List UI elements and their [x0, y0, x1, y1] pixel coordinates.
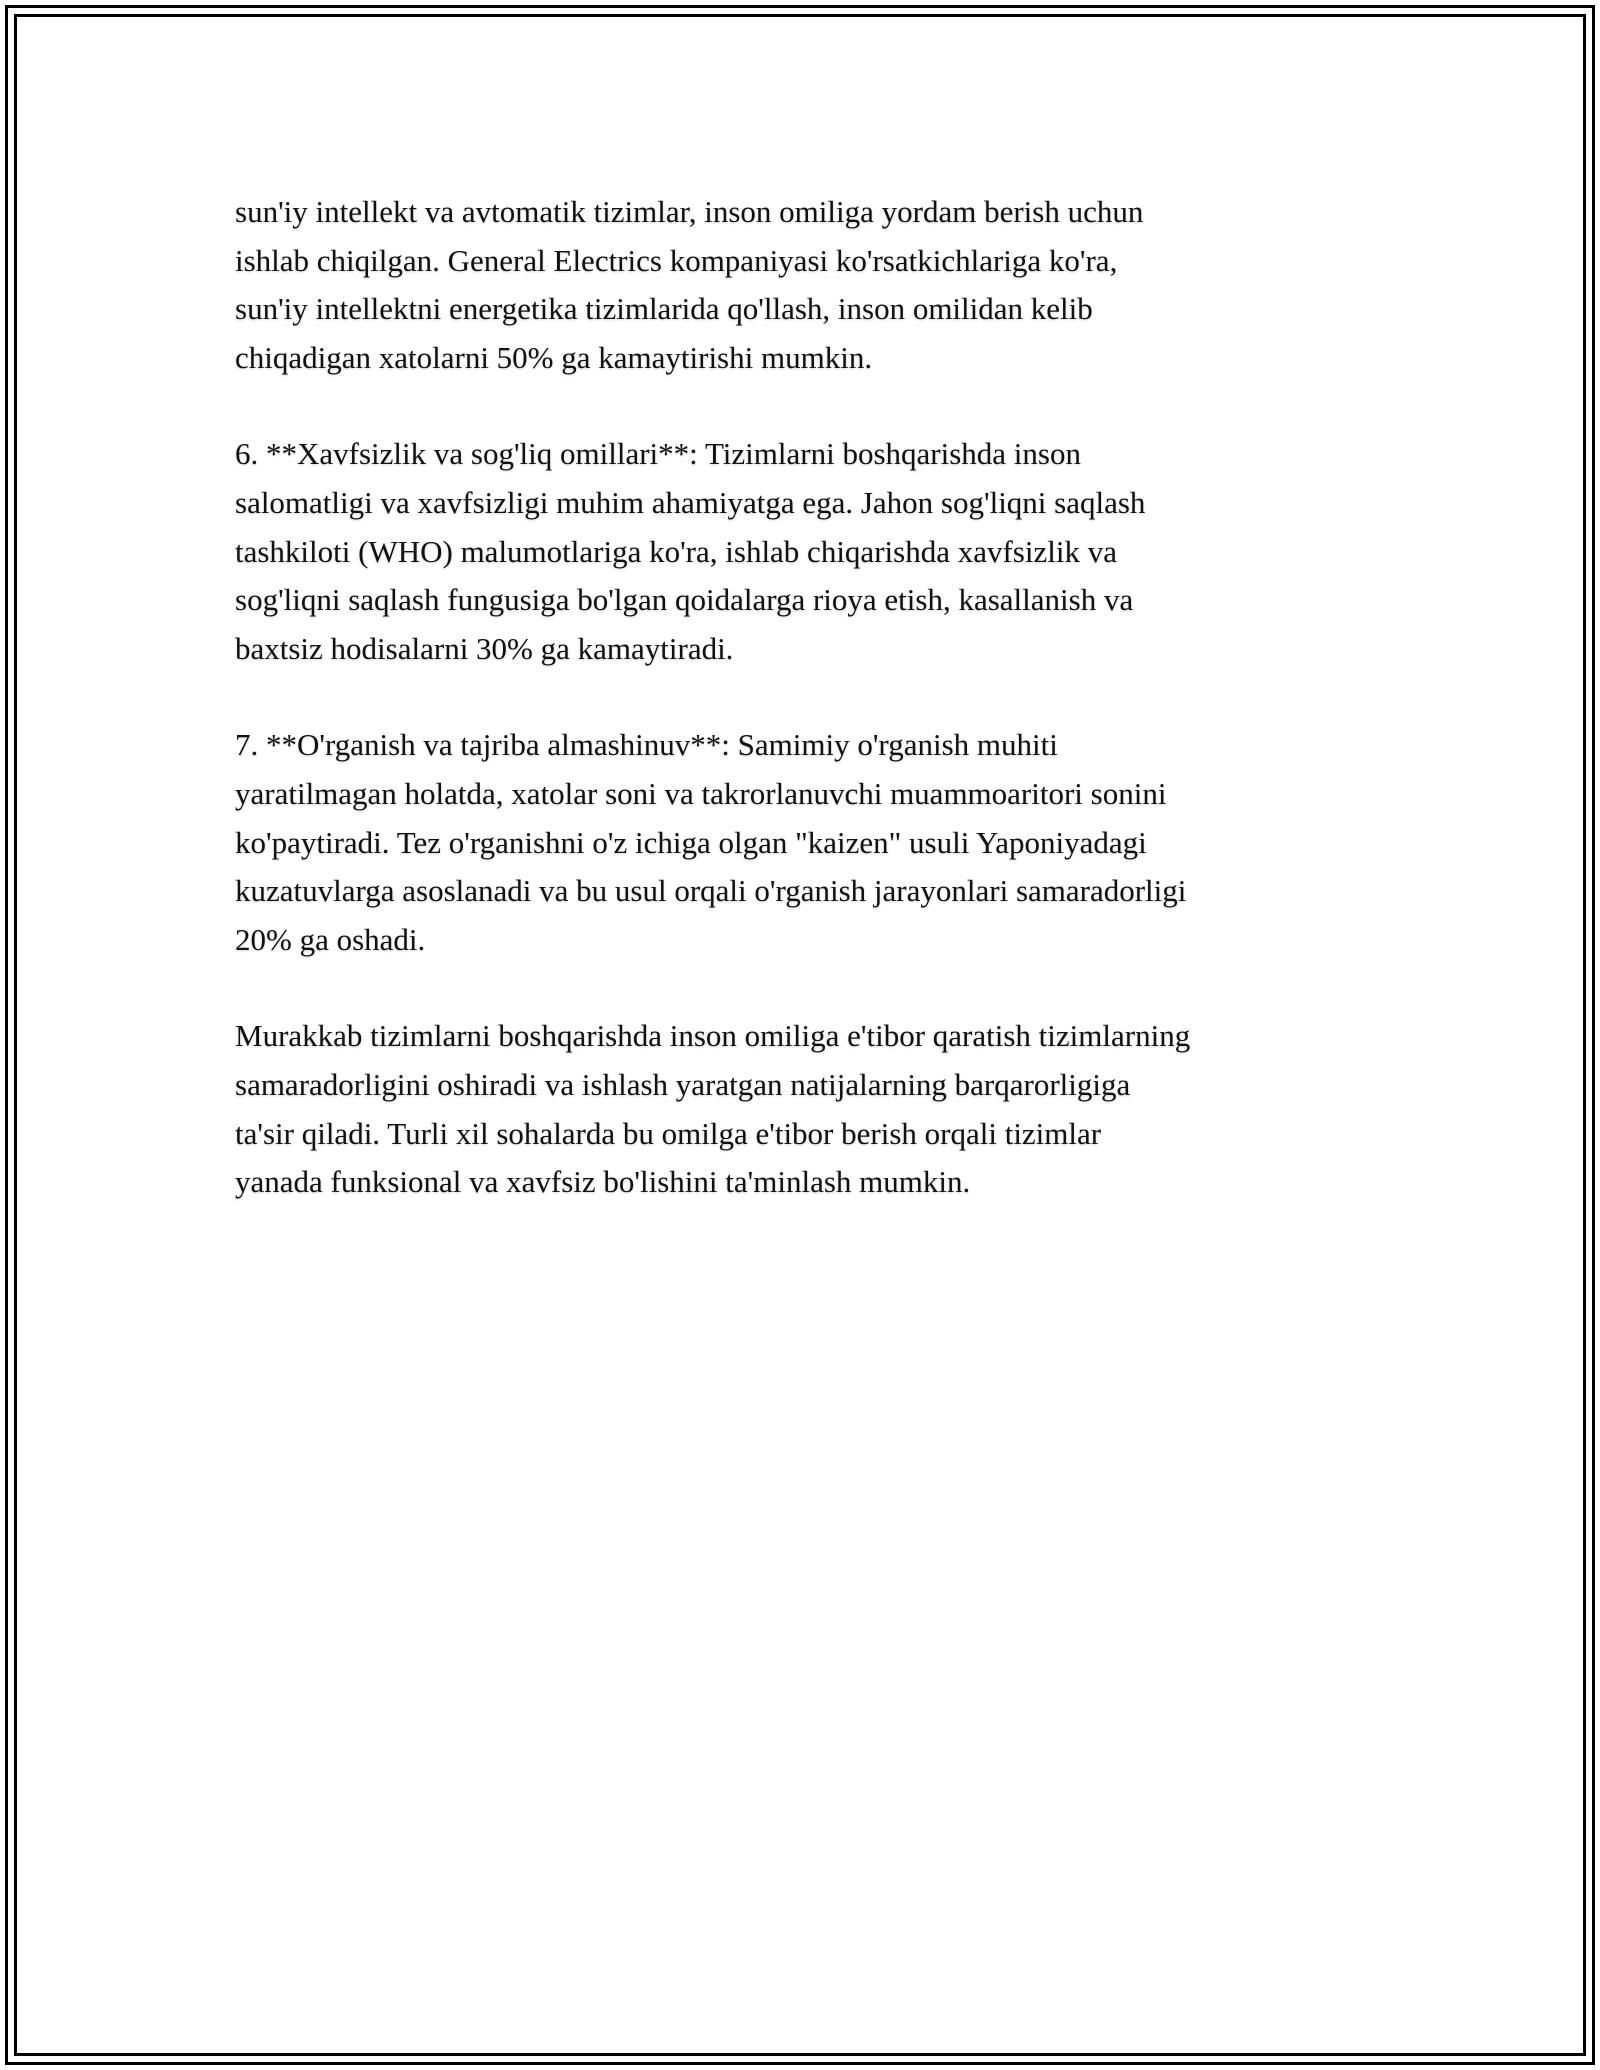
text-line: salomatligi va xavfsizligi muhim ahamiyatga ega. Jahon sog'liqni saqlash: [235, 484, 1146, 520]
text-line: chiqadigan xatolarni 50% ga kamaytirishi mumkin.: [235, 339, 873, 375]
text-line: ta'sir qiladi. Turli xil sohalarda bu omilga e'tibor berish orqali tizimlar: [235, 1115, 1102, 1151]
text-line: sun'iy intellektni energetika tizimlarida qo'llash, inson omilidan kelib: [235, 291, 1093, 327]
text-line: 20% ga oshadi.: [235, 921, 426, 957]
text-line: 7. **O'rganish va tajriba almashinuv**: Samimiy o'rganish muhiti: [235, 727, 1058, 763]
text-line: kuzatuvlarga asoslanadi va bu usul orqali o'rganish jarayonlari samaradorligi: [235, 873, 1187, 909]
text-line: ko'paytiradi. Tez o'rganishni o'z ichiga olgan "kaizen" usuli Yaponiyadagi: [235, 824, 1147, 860]
text-line: yaratilmagan holatda, xatolar soni va takrorlanuvchi muammoaritori sonini: [235, 775, 1167, 811]
text-line: sun'iy intellekt va avtomatik tizimlar, inson omiliga yordam berish uchun: [235, 194, 1144, 229]
text-line: yanada funksional va xavfsiz bo'lishini ta'minlash mumkin.: [235, 1164, 971, 1200]
text-line: samaradorligini oshiradi va ishlash yaratgan natijalarning barqarorligiga: [235, 1066, 1131, 1102]
paragraph-ai-systems: [235, 188, 1395, 382]
text-line: tashkiloti (WHO) malumotlariga ko'ra, ishlab chiqarishda xavfsizlik va: [235, 533, 1117, 569]
paragraph-conclusion: [235, 1012, 1395, 1206]
text-line: baxtsiz hodisalarni 30% ga kamaytiradi.: [235, 630, 734, 666]
document-body: [235, 188, 1395, 1255]
text-line: ishlab chiqilgan. General Electrics kompaniyasi ko'rsatkichlariga ko'ra,: [235, 242, 1118, 278]
paragraph-safety-health: [235, 430, 1395, 673]
text-line: sog'liqni saqlash fungusiga bo'lgan qoidalarga rioya etish, kasallanish va: [235, 582, 1134, 618]
paragraph-learning-experience: [235, 721, 1395, 964]
text-line: Murakkab tizimlarni boshqarishda inson omiliga e'tibor qaratish tizimlarning: [235, 1018, 1191, 1054]
text-line: 6. **Xavfsizlik va sog'liq omillari**: Tizimlarni boshqarishda inson: [235, 436, 1081, 472]
